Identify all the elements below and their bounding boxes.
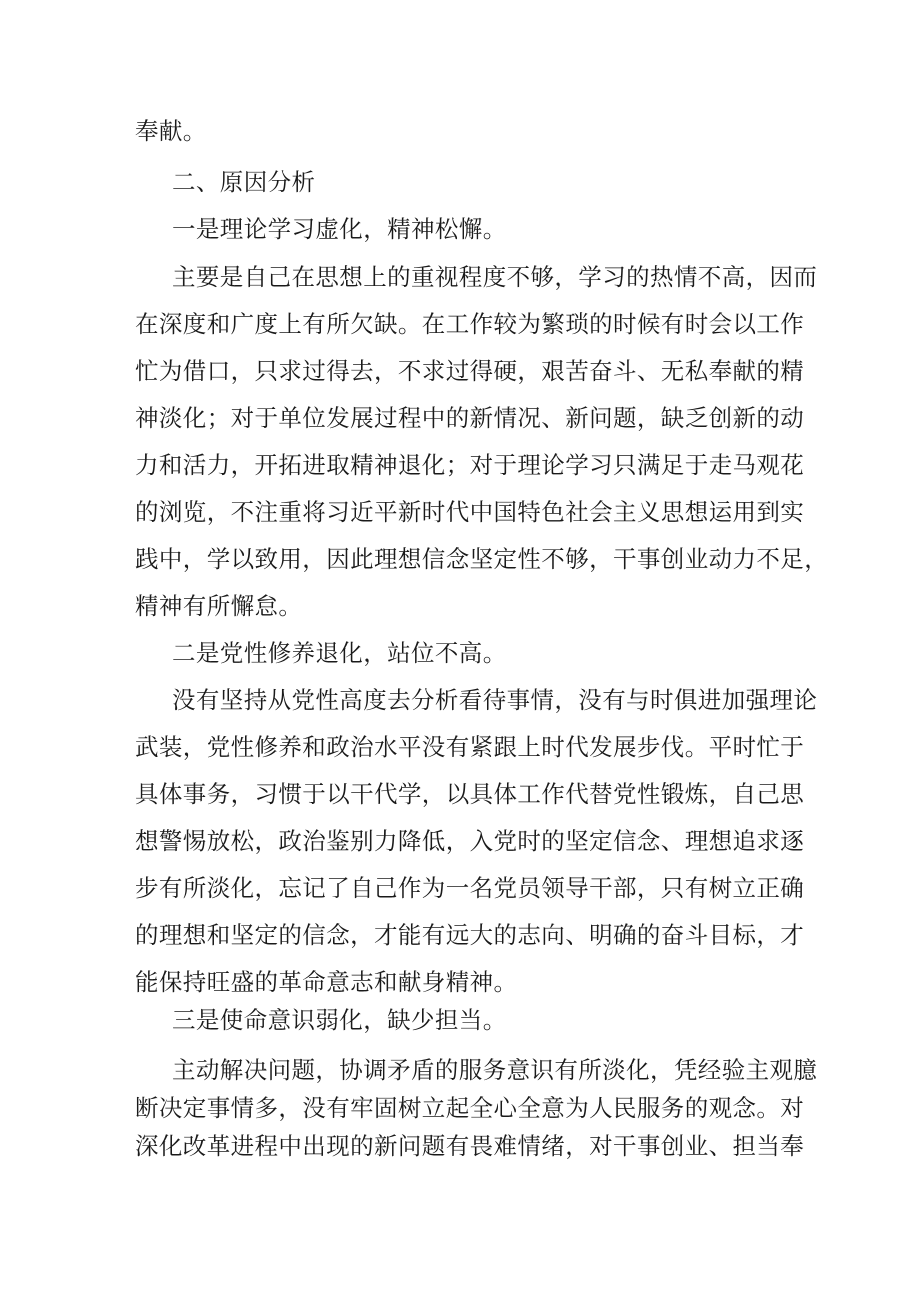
body-line: 想警惕放松，政治鉴别力降低，入党时的坚定信念、理想追求逐 — [135, 827, 805, 855]
body-line: 武装，党性修养和政治水平没有紧跟上时代发展步伐。平时忙于 — [135, 733, 805, 761]
body-line: 神淡化；对于单位发展过程中的新情况、新问题，缺乏创新的动 — [135, 404, 805, 432]
body-line: 践中，学以致用，因此理想信念坚定性不够，干事创业动力不足， — [135, 545, 829, 573]
subsection-heading: 二是党性修养退化，站位不高。 — [172, 639, 507, 667]
body-line: 力和活力，开拓进取精神退化；对于理论学习只满足于走马观花 — [135, 451, 805, 479]
subsection-heading: 三是使命意识弱化，缺少担当。 — [172, 1006, 507, 1034]
body-line: 的浏览，不注重将习近平新时代中国特色社会主义思想运用到实 — [135, 498, 805, 526]
body-line: 深化改革进程中出现的新问题有畏难情绪，对干事创业、担当奉 — [135, 1132, 805, 1160]
body-line: 步有所淡化，忘记了自己作为一名党员领导干部，只有树立正确 — [135, 874, 805, 902]
section-heading: 二、原因分析 — [172, 168, 316, 196]
body-line: 主动解决问题，协调矛盾的服务意识有所淡化，凭经验主观臆 — [172, 1056, 818, 1084]
body-line: 具体事务，习惯于以干代学，以具体工作代替党性锻炼，自己思 — [135, 780, 805, 808]
body-line: 奉献。 — [135, 117, 207, 145]
subsection-heading: 一是理论学习虚化，精神松懈。 — [172, 215, 507, 243]
body-line: 主要是自己在思想上的重视程度不够，学习的热情不高，因而 — [172, 263, 818, 291]
body-line: 断决定事情多，没有牢固树立起全心全意为人民服务的观念。对 — [135, 1094, 805, 1122]
body-line: 忙为借口，只求过得去，不求过得硬，艰苦奋斗、无私奉献的精 — [135, 357, 805, 385]
body-line: 的理想和坚定的信念，才能有远大的志向、明确的奋斗目标，才 — [135, 921, 805, 949]
body-line: 精神有所懈怠。 — [135, 592, 303, 620]
body-line: 在深度和广度上有所欠缺。在工作较为繁琐的时候有时会以工作 — [135, 310, 805, 338]
body-line: 没有坚持从党性高度去分析看待事情，没有与时俱进加强理论 — [172, 686, 818, 714]
body-line: 能保持旺盛的革命意志和献身精神。 — [135, 968, 518, 996]
